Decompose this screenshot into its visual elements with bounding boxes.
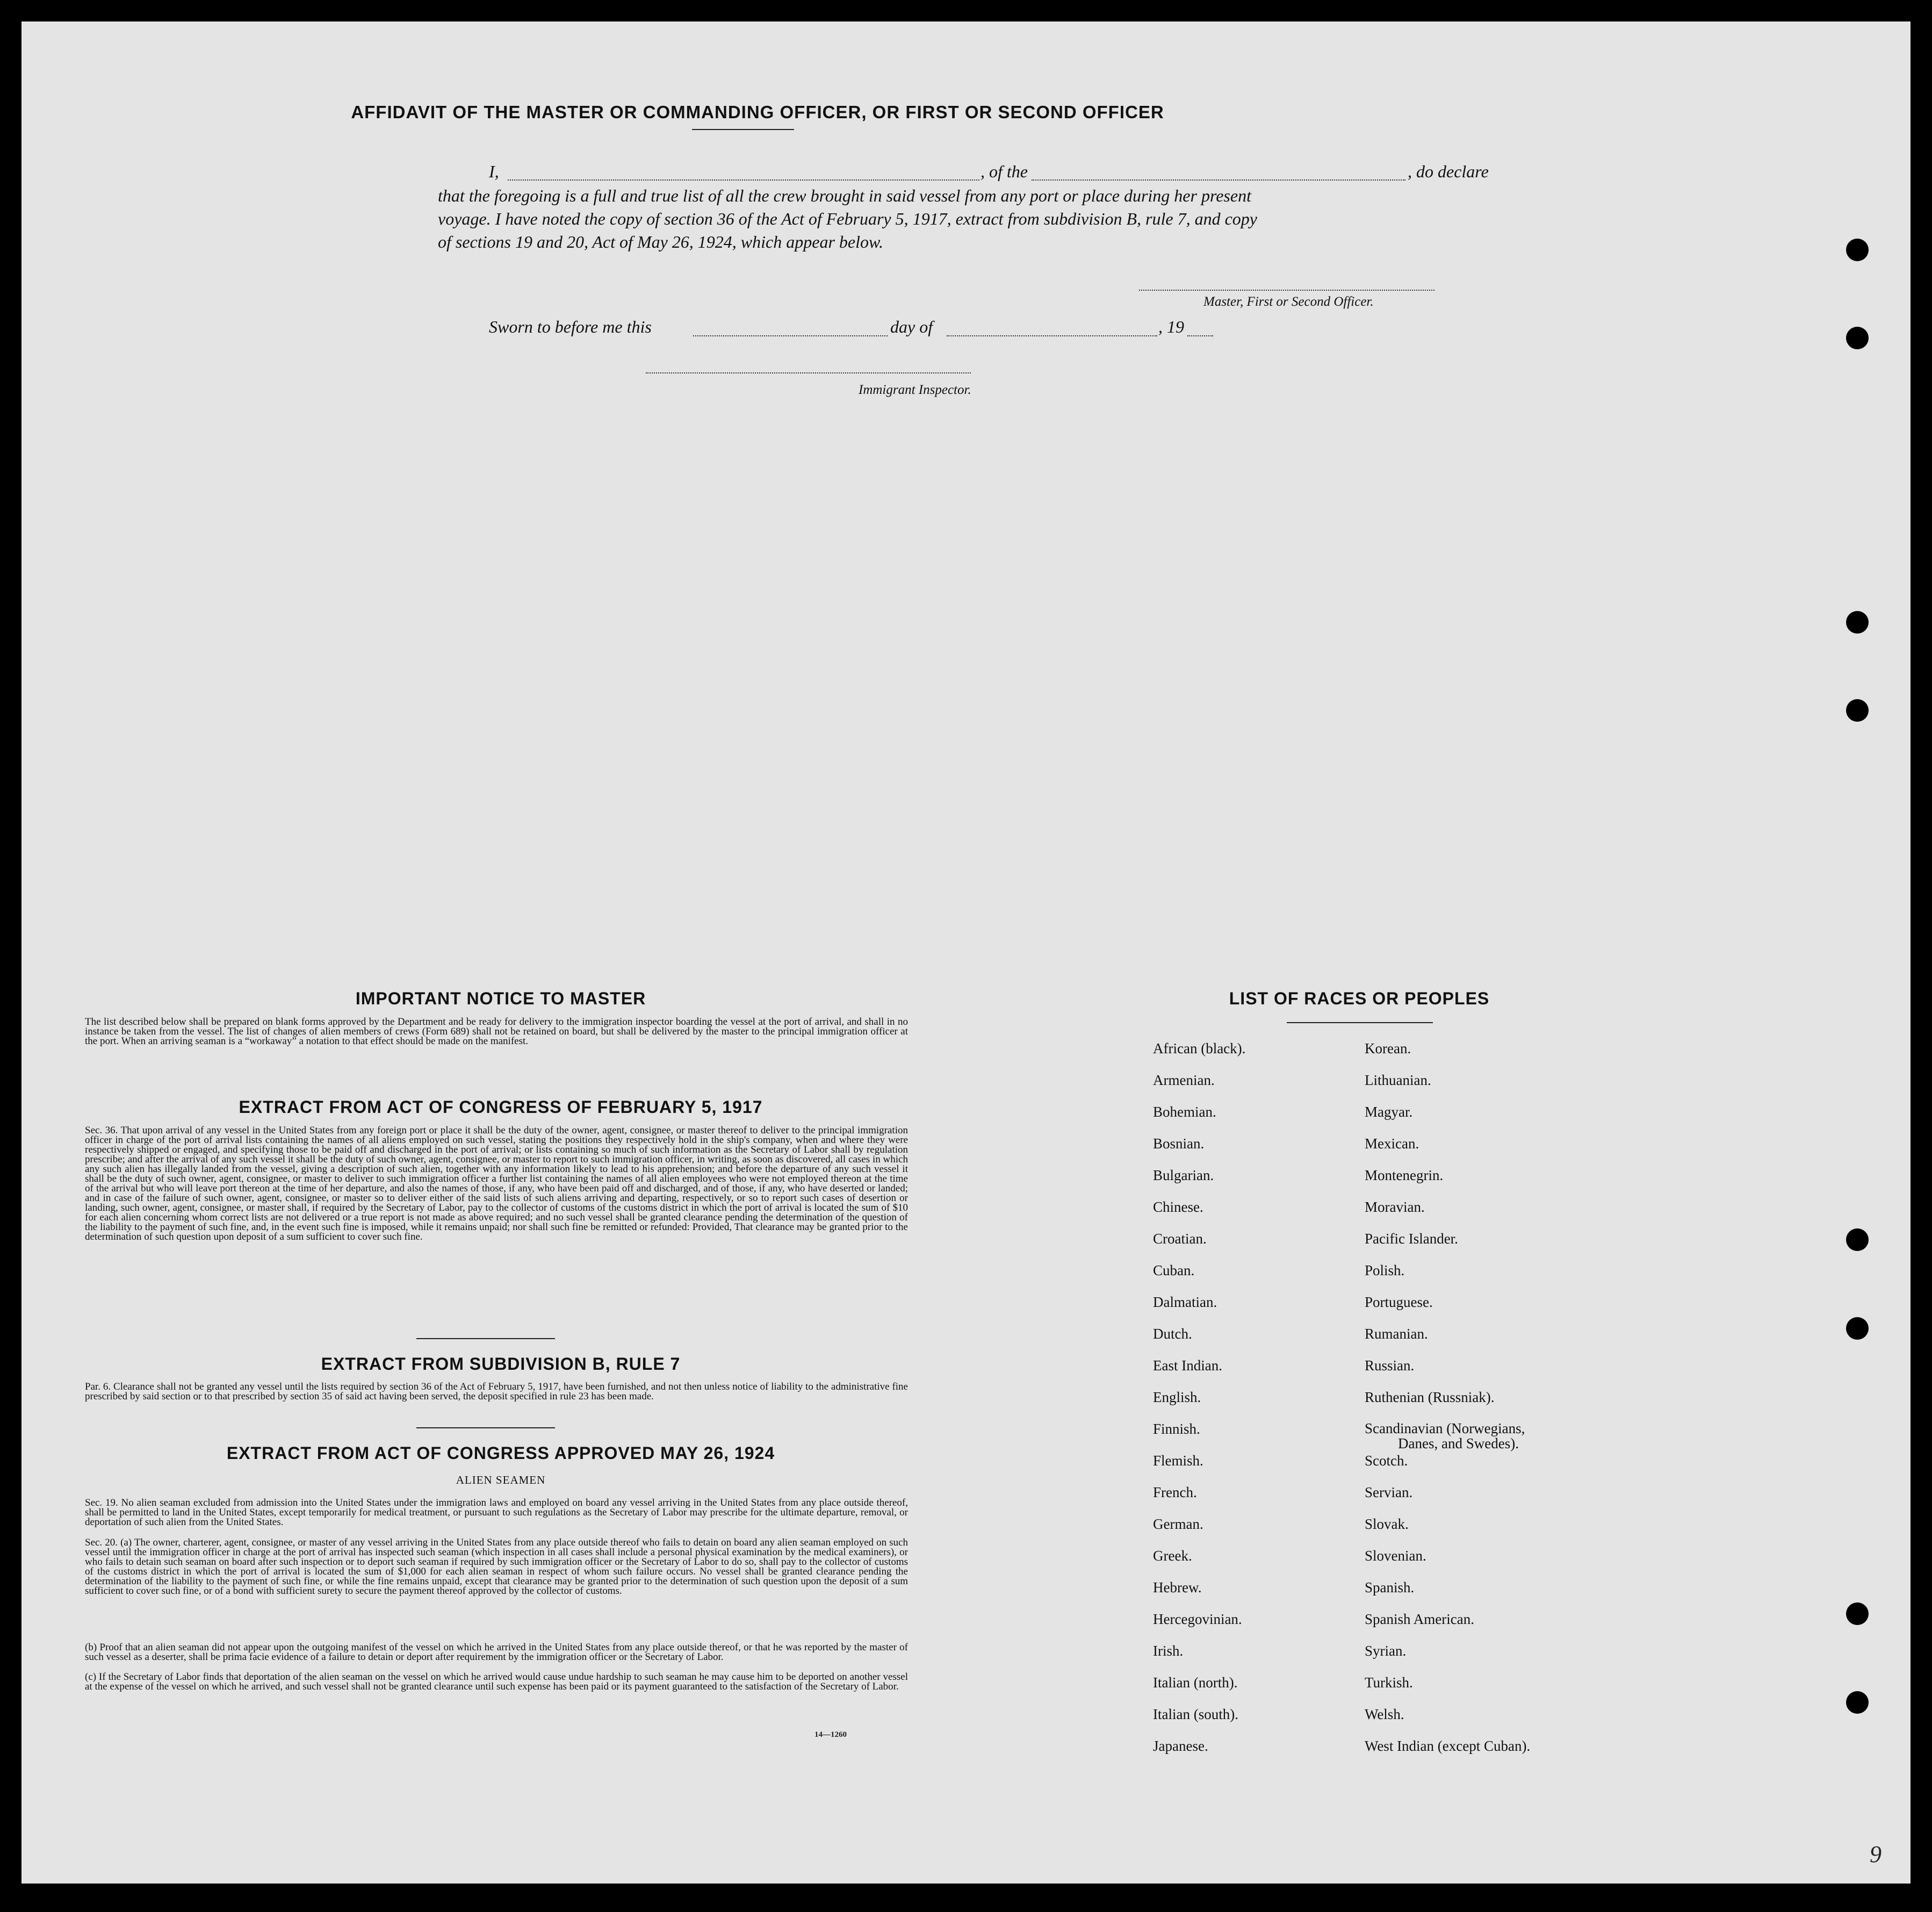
binder-hole-icon (1846, 699, 1869, 722)
declaration-line-3: voyage. I have noted the copy of section 36 of the Act of February 5, 1917, extract from subdivision B, rule 7, and copy (438, 209, 1257, 228)
race-item: Korean. (1365, 1040, 1411, 1056)
vessel-blank[interactable] (1032, 179, 1405, 181)
race-item: Italian (south). (1153, 1706, 1238, 1722)
act1924-subtitle: ALIEN SEAMEN (456, 1473, 546, 1486)
race-item: French. (1153, 1484, 1197, 1500)
race-item: West Indian (except Cuban). (1365, 1738, 1531, 1754)
act1917-text: Sec. 36. That upon arrival of any vessel in the United States from any foreign port or place it shall be the duty of the owner, agent, consignee, or master thereof to deliver to the principal immigration officer in charge of the port of arrival lists containing the names of all aliens employed on such vessel, stating the positions they respectively hold in the ship's company, when and where they were respectively shipped or engaged, and specifying those to be paid off and discharged in the port of arrival; or lists containing so much of such information as the Secretary of Labor shall by regulation prescribe; and after the arrival of any such vessel it shall be the duty of such owner, agent, consignee, or master to report to such immigration officer, in writing, as soon as discovered, all cases in which any such alien has illegally landed from the vessel, giving a description of such alien, together with any information likely to lead to his apprehension; and before the departure of any such vessel it shall be the duty of such owner, agent, consignee, or master to deliver to such immigration officer a further list containing the names of all alien employees who were not employed thereon at the time of the arrival but who will leave port thereon at the time of her departure, and also the names of those, if any, who have been paid off and discharged, and of those, if any, who have deserted or landed; and in case of the failure of such owner, agent, consignee, or master so to deliver either of the said lists of such aliens arriving and departing, respectively, or so to report such cases of desertion or landing, such owner, agent, consignee, or master shall, if required by the Secretary of Labor, pay to the collector of customs of the customs district in which the port of arrival is located the sum of $10 for each alien concerning whom correct lists are not delivered or a true report is not made as above required; and no such vessel shall be granted clearance pending the determination of the question of the liability to the payment of such fine, and, in the event such fine is imposed, while it remains unpaid; nor shall such fine be remitted or refunded: Provided, That clearance may be granted prior to the determination of such question upon deposit of a sum sufficient to cover such fine. (85, 1125, 908, 1242)
rule7-text: Par. 6. Clearance shall not be granted any vessel until the lists required by section 36 of the Act of February 5, 1917, have been furnished, and not then unless notice of liability to the administrative fine prescribed by said section or to that prescribed by section 35 of said act having been served, the deposit specified in rule 23 has been made. (85, 1381, 908, 1402)
binder-hole-icon (1846, 1691, 1869, 1714)
race-item-continued: Danes, and Swedes). (1398, 1435, 1519, 1451)
i-label: I, (489, 162, 499, 181)
races-title: LIST OF RACES OR PEOPLES (1229, 989, 1490, 1008)
race-item: Croatian. (1153, 1231, 1207, 1247)
binder-hole-icon (1846, 1317, 1869, 1340)
race-item: Magyar. (1365, 1104, 1413, 1120)
race-item: Montenegrin. (1365, 1167, 1444, 1183)
race-item: Slovak. (1365, 1516, 1409, 1532)
race-item: Japanese. (1153, 1738, 1208, 1754)
title-rule (692, 129, 794, 130)
master-signature-line[interactable] (1139, 290, 1434, 291)
act1924-sec19: Sec. 19. No alien seaman excluded from admission into the United States under the immigration laws and employed on board any vessel arriving in the United States from any place outside thereof, shall be permitted to land in the United States, except temporarily for medical treatment, or pursuant to such regulations as the Secretary of Labor may prescribe for the ultimate departure, removal, or deportation of such alien from the United States. (85, 1497, 908, 1528)
race-item: Spanish. (1365, 1579, 1415, 1595)
race-item: Syrian. (1365, 1643, 1407, 1659)
month-blank[interactable] (947, 335, 1157, 336)
race-item: German. (1153, 1516, 1203, 1532)
notice-title: IMPORTANT NOTICE TO MASTER (355, 989, 646, 1008)
year-label: , 19 (1158, 317, 1184, 336)
race-item: Bulgarian. (1153, 1167, 1214, 1183)
race-item: Bohemian. (1153, 1104, 1216, 1120)
race-item: Italian (north). (1153, 1674, 1238, 1691)
day-of-label: day of (890, 317, 933, 336)
race-item: Moravian. (1365, 1199, 1425, 1215)
form-page (21, 21, 1911, 1884)
race-item: African (black). (1153, 1040, 1246, 1056)
notice-text: The list described below shall be prepared on blank forms approved by the Department and be ready for delivery to the immigration inspector boarding the vessel at the port of arrival, and shall in no instance be taken from the vessel. The list of changes of alien members of crews (Form 689) shall not be retained on board, but shall be delivered by the master to the principal immigration officer at the port. When an arriving seaman is a “workaway” a notation to that effect should be made on the manifest. (85, 1016, 908, 1047)
act1924-sec20a: Sec. 20. (a) The owner, charterer, agent, consignee, or master of any vessel arriving in the United States from any place outside thereof who fails to detain on board any alien seaman employed on such vessel until the immigration officer in charge at the port of arrival has inspected such seaman (which inspection in all cases shall include a personal physical examination by the medical examiners), or who fails to detain such seaman on board after such inspection or to deport such seaman if required by such immigration officer or the Secretary of Labor to do so, shall pay to the collector of customs of the customs district in which the port of arrival is located the sum of $1,000 for each alien seaman in respect of whom such failure occurs. No vessel shall be granted clearance pending the determination of the liability to the payment of such fine, or while the fine remains unpaid, except that clearance may be granted prior to the determination of such question upon the deposit of a sum sufficient to cover such fine, or of a bond with sufficient surety to secure the payment thereof approved by the collector of customs. (85, 1537, 908, 1597)
race-item: Pacific Islander. (1365, 1231, 1458, 1247)
inspector-caption: Immigrant Inspector. (859, 383, 971, 397)
page-mark: 9 (1870, 1841, 1881, 1867)
race-item: Dutch. (1153, 1326, 1192, 1342)
race-item: Welsh. (1365, 1706, 1404, 1722)
race-item: Slovenian. (1365, 1548, 1426, 1564)
declaration-line-2: that the foregoing is a full and true list of all the crew brought in said vessel from any port or place during her present (438, 186, 1251, 205)
race-item: Scandinavian (Norwegians, (1365, 1420, 1525, 1436)
race-item: Turkish. (1365, 1674, 1413, 1691)
master-caption: Master, First or Second Officer. (1203, 294, 1374, 309)
race-item: Hercegovinian. (1153, 1611, 1242, 1627)
race-item: Mexican. (1365, 1135, 1419, 1152)
race-item: Ruthenian (Russniak). (1365, 1389, 1495, 1405)
race-item: Armenian. (1153, 1072, 1215, 1088)
rule7-title: EXTRACT FROM SUBDIVISION B, RULE 7 (321, 1354, 681, 1374)
affidavit-title: AFFIDAVIT OF THE MASTER OR COMMANDING OFFICER, OR FIRST OR SECOND OFFICER (351, 102, 1164, 122)
name-blank[interactable] (508, 179, 979, 181)
races-right-column (1365, 1033, 1530, 1762)
sworn-label: Sworn to before me this (489, 317, 652, 336)
form-number: 14—1260 (814, 1730, 847, 1739)
sworn-day-blank[interactable] (693, 335, 888, 336)
do-declare-label: , do declare (1408, 162, 1489, 181)
year-blank[interactable] (1187, 335, 1213, 336)
act1924-sec20b: (b) Proof that an alien seaman did not appear upon the outgoing manifest of the vessel on which he arrived in the United States from any place outside thereof, or that he was reported by the master of such vessel as a deserter, shall be prima facie evidence of a failure to detain or deport after requirement by the immigration officer or the Secretary of Labor. (85, 1642, 908, 1663)
race-item: Spanish American. (1365, 1611, 1474, 1627)
race-item: Flemish. (1153, 1453, 1203, 1469)
race-item: Russian. (1365, 1357, 1415, 1374)
race-item: Chinese. (1153, 1199, 1203, 1215)
race-item: Bosnian. (1153, 1135, 1205, 1152)
binder-hole-icon (1846, 1228, 1869, 1251)
section-rule (416, 1338, 555, 1339)
race-item: Cuban. (1153, 1262, 1195, 1278)
of-the-label: , of the (981, 162, 1028, 181)
binder-hole-icon (1846, 611, 1869, 634)
race-item: Irish. (1153, 1643, 1184, 1659)
binder-hole-icon (1846, 1602, 1869, 1625)
act1924-title: EXTRACT FROM ACT OF CONGRESS APPROVED MAY 26, 1924 (226, 1443, 775, 1463)
race-item: Portuguese. (1365, 1294, 1433, 1310)
race-item: Dalmatian. (1153, 1294, 1217, 1310)
declaration-line-4: of sections 19 and 20, Act of May 26, 1924, which appear below. (438, 232, 883, 251)
race-item: East Indian. (1153, 1357, 1222, 1374)
binder-hole-icon (1846, 239, 1869, 261)
race-item: Polish. (1365, 1262, 1405, 1278)
race-item: Scotch. (1365, 1453, 1408, 1469)
race-item: Servian. (1365, 1484, 1413, 1500)
race-item: Lithuanian. (1365, 1072, 1431, 1088)
act1924-sec20c: (c) If the Secretary of Labor finds that deportation of the alien seaman on the vessel on which he arrived would cause undue hardship to such seaman he may cause him to be deported on another vessel at the expense of the vessel on which he arrived, and such vessel shall not be granted clearance until such expense has been paid or its payment guaranteed to the satisfaction of the Secretary of Labor. (85, 1671, 908, 1692)
race-item: Greek. (1153, 1548, 1192, 1564)
race-item: English. (1153, 1389, 1201, 1405)
act1917-title: EXTRACT FROM ACT OF CONGRESS OF FEBRUARY 5, 1917 (239, 1097, 763, 1117)
race-item: Hebrew. (1153, 1579, 1202, 1595)
race-item: Finnish. (1153, 1421, 1200, 1437)
races-left-column (1153, 1033, 1245, 1762)
races-rule (1287, 1022, 1433, 1023)
section-rule-2 (416, 1427, 555, 1428)
race-item: Rumanian. (1365, 1326, 1428, 1342)
binder-hole-icon (1846, 327, 1869, 349)
inspector-signature-line[interactable] (646, 372, 971, 373)
